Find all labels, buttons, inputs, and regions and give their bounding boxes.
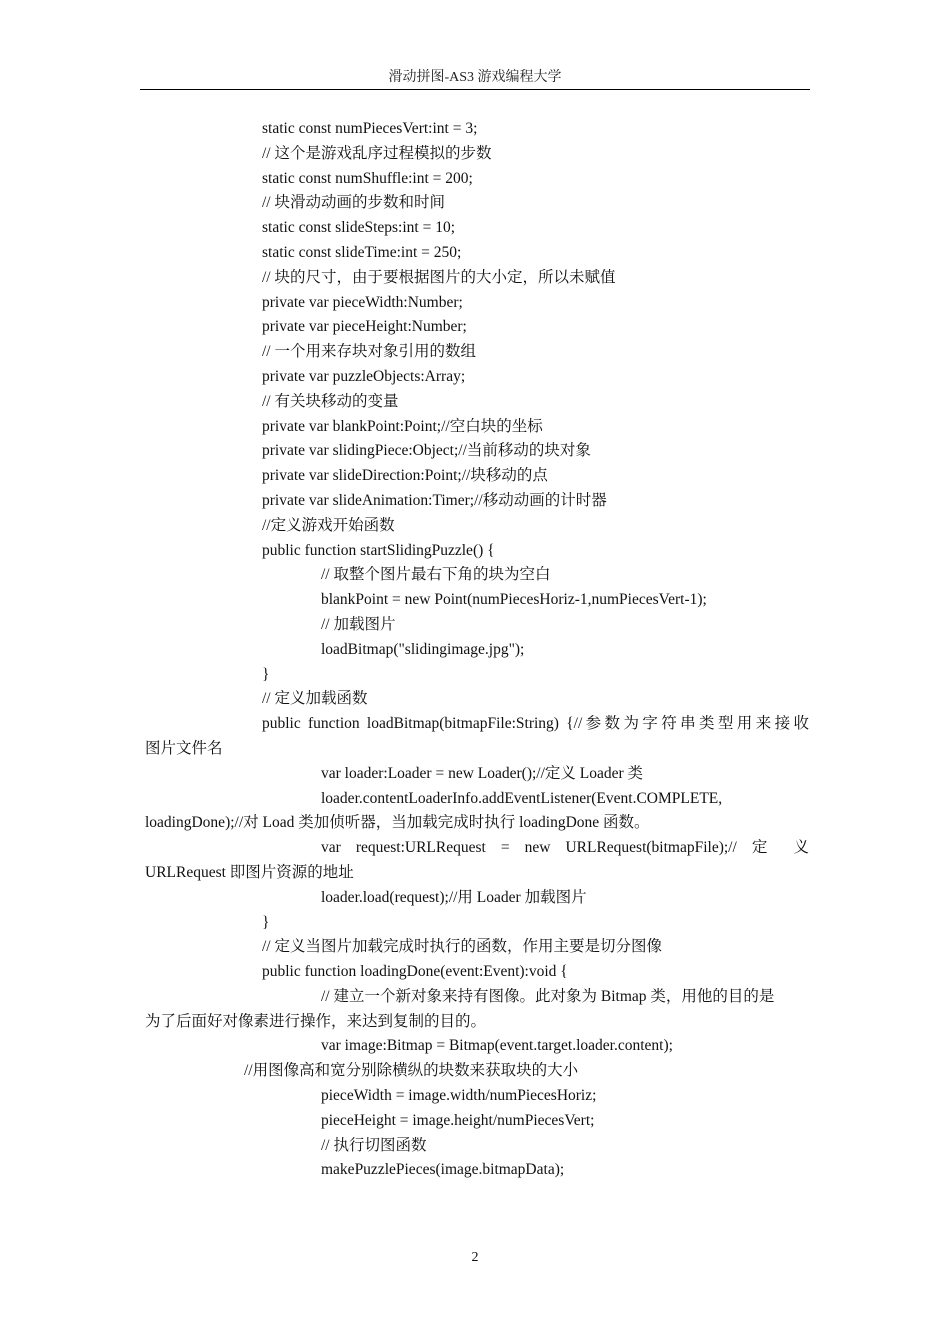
code-line: 为了后面好对像素进行操作，来达到复制的目的。	[145, 1012, 487, 1030]
code-line: public function startSlidingPuzzle() {	[262, 541, 495, 559]
code-listing	[0, 117, 950, 1183]
code-line: loadingDone);//对 Load 类加侦听器，当加载完成时执行 loadingDone 函数。	[145, 814, 650, 832]
code-line: private var puzzleObjects:Array;	[262, 367, 466, 385]
code-line: loader.load(request);//用 Loader 加载图片	[321, 888, 587, 906]
code-line: private var pieceHeight:Number;	[262, 318, 467, 336]
code-line: var loader:Loader = new Loader();//定义 Loader 类	[321, 764, 644, 782]
code-line: makePuzzlePieces(image.bitmapData);	[321, 1161, 565, 1179]
code-line: var image:Bitmap = Bitmap(event.target.loader.content);	[321, 1037, 673, 1055]
code-line: static const numPiecesVert:int = 3;	[262, 120, 478, 137]
code-line: private var slideAnimation:Timer;//移动动画的计时器	[262, 491, 607, 509]
header-title: 滑动拼图-AS3 游戏编程大学	[388, 70, 562, 85]
code-line: // 有关块移动的变量	[262, 392, 399, 410]
code-line: private var blankPoint:Point;//空白块的坐标	[262, 417, 543, 435]
code-line: // 取整个图片最右下角的块为空白	[321, 566, 551, 584]
code-line: 图片文件名	[145, 739, 223, 757]
code-line: //用图像高和宽分别除横纵的块数来获取块的大小	[244, 1062, 579, 1080]
code-line: var request:URLRequest = new URLRequest(bitmapFile);// 定 义	[321, 839, 809, 857]
code-line: // 定义当图片加载完成时执行的函数，作用主要是切分图像	[262, 938, 662, 956]
code-line: private var slideDirection:Point;//块移动的点	[262, 467, 548, 485]
code-line: // 建立一个新对象来持有图像。此对象为 Bitmap 类，用他的目的是	[321, 987, 775, 1005]
code-line: URLRequest 即图片资源的地址	[145, 863, 354, 881]
code-line: // 块的尺寸，由于要根据图片的大小定，所以未赋值	[262, 268, 616, 286]
code-line: }	[262, 913, 270, 931]
code-line: // 块滑动动画的步数和时间	[262, 194, 445, 212]
code-line: public function loadBitmap(bitmapFile:String) {//参数为字符串类型用来接收	[262, 715, 809, 733]
code-line: loader.contentLoaderInfo.addEventListener(Event.COMPLETE,	[321, 789, 723, 807]
code-line: }	[262, 665, 270, 683]
code-line: public function loadingDone(event:Event):void {	[262, 963, 568, 981]
code-line: // 执行切图函数	[321, 1136, 427, 1154]
code-line: private var slidingPiece:Object;//当前移动的块对象	[262, 442, 591, 460]
page-number: 2	[471, 1250, 479, 1265]
code-line: blankPoint = new Point(numPiecesHoriz-1,numPiecesVert-1);	[321, 591, 707, 609]
code-line: // 加载图片	[321, 615, 396, 633]
code-line: // 一个用来存块对象引用的数组	[262, 343, 476, 361]
code-line: pieceWidth = image.width/numPiecesHoriz;	[321, 1087, 597, 1105]
code-line: loadBitmap("slidingimage.jpg");	[321, 640, 525, 658]
code-line: static const numShuffle:int = 200;	[262, 169, 473, 187]
code-line: pieceHeight = image.height/numPiecesVert;	[321, 1111, 595, 1129]
page-header	[140, 68, 810, 90]
code-line: private var pieceWidth:Number;	[262, 293, 463, 311]
code-line: static const slideSteps:int = 10;	[262, 219, 456, 237]
code-line: // 定义加载函数	[262, 690, 368, 708]
code-line: static const slideTime:int = 250;	[262, 243, 462, 261]
code-line: // 这个是游戏乱序过程模拟的步数	[262, 144, 492, 162]
code-line: //定义游戏开始函数	[262, 516, 395, 534]
